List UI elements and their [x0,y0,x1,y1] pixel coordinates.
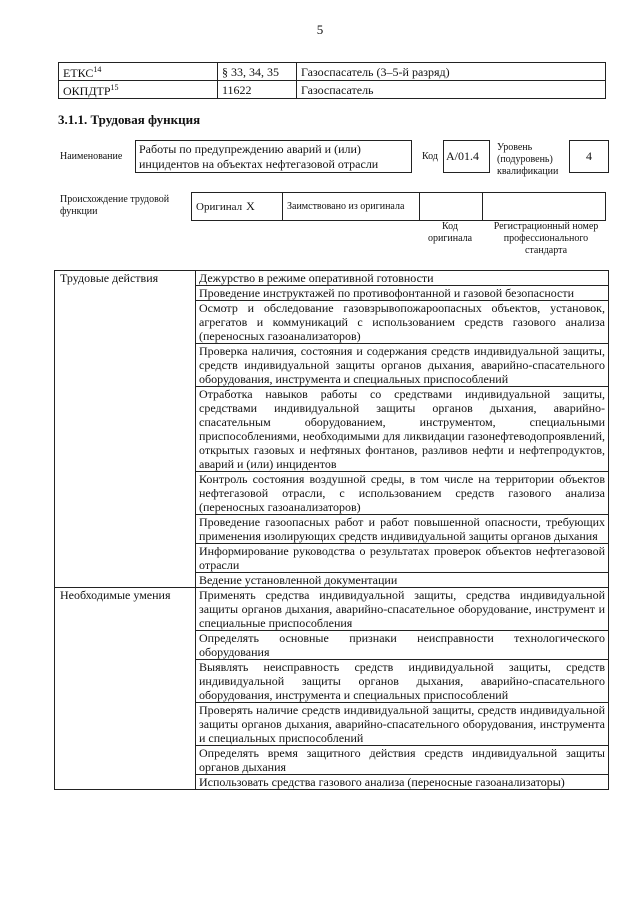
original-mark: X [246,199,255,213]
table-row [55,588,609,631]
list-item: Контроль состояния воздушной среды, в том числе на территории объектов нефтегазовой отрасли, с использованием средств газового анализа (переносных газоанализаторов) [196,472,609,515]
list-item: Осмотр и обследование газовзрывопожароопасных объектов, установок, агрегатов и коммуникаций с использованием средств газового анализа (переносных газоанализаторов) [196,301,609,344]
origin-label: Происхождение трудовой функции [60,194,170,217]
list-item: Проведение газоопасных работ и работ повышенной опасности, требующих применения изолирующих средств индивидуальной защиты органов дыхания [196,515,609,544]
list-item: Использовать средства газового анализа (переносные газоанализаторы) [196,775,609,790]
section-title: 3.1.1. Трудовая функция [58,112,201,127]
page-number: 5 [316,22,324,37]
origin-table [191,192,606,221]
original-cell: Оригинал X [192,193,283,221]
classifier-ref: § 33, 34, 35 [218,63,297,81]
code-caption: Код оригинала [427,221,473,244]
table-row [59,63,606,81]
list-item: Проверка наличия, состояния и содержания средств индивидуальной защиты, средств индивидуальной защиты органов дыхания, аварийно-спасательного оборудования, инструмента и специальных приспособлений [196,344,609,387]
list-item: Отработка навыков работы со средствами индивидуальной защиты, средствами индивидуальной защиты органов дыхания, аварийно-спасательным оборудованием, инструментом, специальными приспособлениями, необходимыми для ликвидации газонефтеводопроявлений, открытых газовых и нефтяных фонтанов, разливов нефти и нефтепродуктов, аварий и (или) инцидентов [196,387,609,472]
labor-actions-label: Трудовые действия [55,271,196,588]
list-item: Проведение инструктажей по противофонтанной и газовой безопасности [196,286,609,301]
classifier-table [58,62,606,99]
function-code: A/01.4 [443,140,490,173]
function-table [54,270,609,790]
classifier-code: ЕТКС$^{14}$ [59,63,218,81]
list-item: Определять основные признаки неисправности технологического оборудования [196,631,609,660]
classifier-name: Газоспасатель (3–5-й разряд) [297,63,606,81]
table-row [192,193,606,221]
list-item: Применять средства индивидуальной защиты, средства индивидуальной защиты органов дыхания, аварийно-спасательное оборудование, инструмент и специальные приспособления [196,588,609,631]
reg-number-cell [483,193,606,221]
name-label: Наименование [60,151,123,162]
list-item: Информирование руководства о результатах проверок объектов нефтегазовой отрасли [196,544,609,573]
classifier-code: ОКПДТР$^{15}$ [59,81,218,99]
list-item: Ведение установленной документации [196,573,609,588]
reg-caption: Регистрационный номер профессионального стандарта [493,221,599,256]
list-item: Определять время защитного действия средств индивидуальной защиты органов дыхания [196,746,609,775]
level-label: Уровень (подуровень) квалификации [497,142,559,177]
table-row [59,81,606,99]
level-value: 4 [569,140,609,173]
code-label: Код [422,151,438,162]
list-item: Дежурство в режиме оперативной готовности [196,271,609,286]
borrowed-cell: Заимствовано из оригинала [283,193,420,221]
table-row [55,271,609,286]
list-item: Выявлять неисправность средств индивидуальной защиты, средств индивидуальной защиты органов дыхания, аварийно-спасательного оборудования, инструмента и специальных приспособлений [196,660,609,703]
function-name: Работы по предупреждению аварий и (или) инцидентов на объектах нефтегазовой отрасли [135,140,412,173]
original-code-cell [420,193,483,221]
classifier-name: Газоспасатель [297,81,606,99]
list-item: Проверять наличие средств индивидуальной защиты, средств индивидуальной защиты органов дыхания, аварийно-спасательного оборудования, инструмента и специальных приспособлений [196,703,609,746]
skills-label: Необходимые умения [55,588,196,790]
classifier-ref: 11622 [218,81,297,99]
